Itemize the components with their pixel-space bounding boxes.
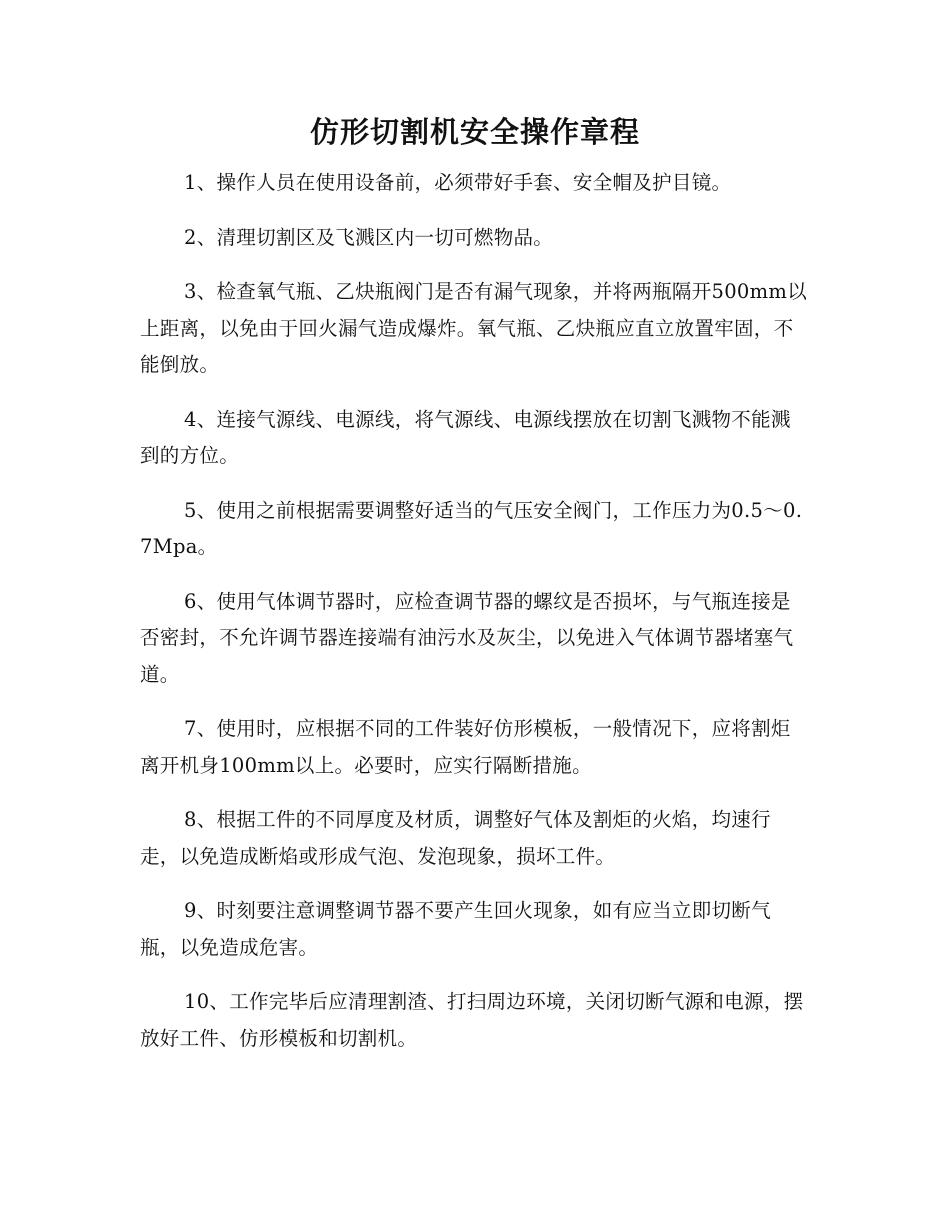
paragraph-6: 6、使用气体调节器时，应检查调节器的螺纹是否损坏，与气瓶连接是否密封，不允许调节器连接端有油污水及灰尘，以免进入气体调节器堵塞气道。 — [140, 589, 794, 686]
paragraph-7: 7、使用时，应根据不同的工件装好仿形模板，一般情况下，应将割炬离开机身100mm以上。必要时，应实行隔断措施。 — [140, 717, 791, 777]
paragraph-4: 4、连接气源线、电源线，将气源线、电源线摆放在切割飞溅物不能溅到的方位。 — [140, 407, 791, 467]
document-body — [140, 165, 810, 1075]
page-title: 仿形切割机安全操作章程 — [309, 115, 640, 149]
paragraph-8: 8、根据工件的不同厚度及材质，调整好气体及割炬的火焰，均速行走，以免造成断焰或形成气泡、发泡现象，损坏工件。 — [140, 808, 771, 868]
paragraph-3: 3、检查氧气瓶、乙炔瓶阀门是否有漏气现象，并将两瓶隔开500mm以上距离，以免由于回火漏气造成爆炸。氧气瓶、乙炔瓶应直立放置牢固，不能倒放。 — [140, 280, 808, 376]
paragraph-9: 9、时刻要注意调整调节器不要产生回火现象，如有应当立即切断气瓶，以免造成危害。 — [140, 899, 771, 959]
paragraph-10: 10、工作完毕后应清理割渣、打扫周边环境，关闭切断气源和电源，摆放好工件、仿形模板和切割机。 — [140, 990, 804, 1050]
paragraph-1: 1、操作人员在使用设备前，必须带好手套、安全帽及护目镜。 — [184, 171, 732, 194]
paragraph-5: 5、使用之前根据需要调整好适当的气压安全阀门，工作压力为0.5～0.7Mpa。 — [140, 498, 803, 558]
paragraph-2: 2、清理切割区及飞溅区内一切可燃物品。 — [184, 225, 554, 249]
